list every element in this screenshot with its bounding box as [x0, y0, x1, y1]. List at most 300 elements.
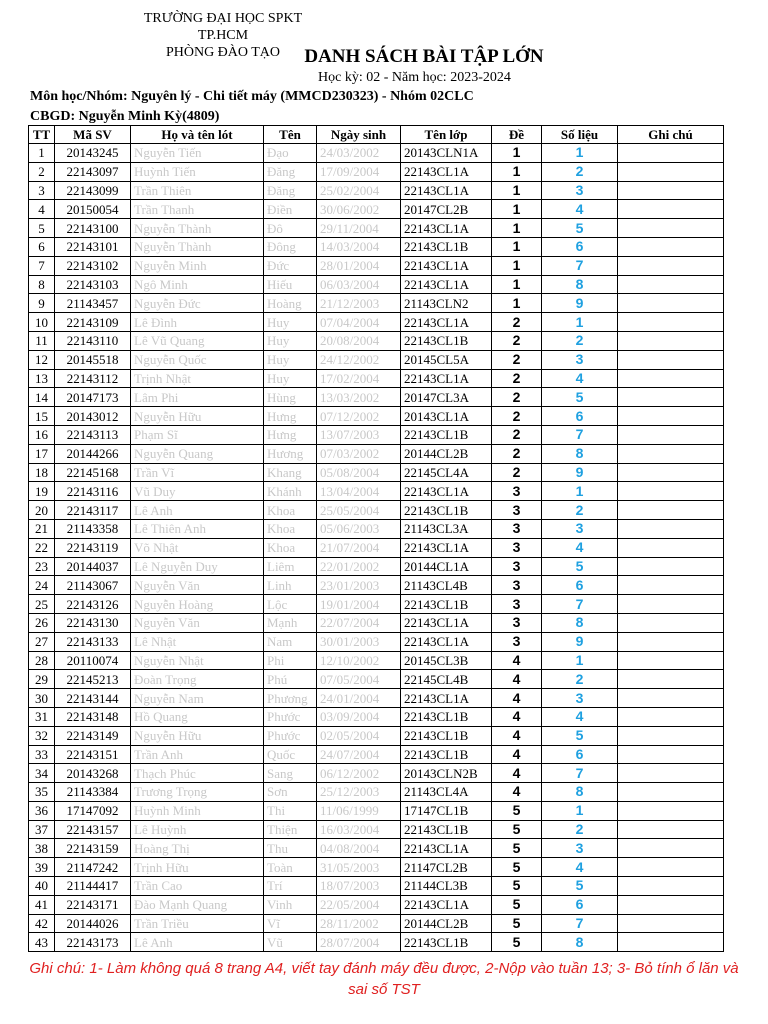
first-name: Đăng [264, 181, 317, 200]
topic-number: 2 [492, 331, 542, 350]
data-set-number: 1 [542, 801, 618, 820]
data-set-number: 7 [542, 914, 618, 933]
data-set-number: 6 [542, 576, 618, 595]
last-middle-name: Lê Anh [131, 501, 264, 520]
note-cell [618, 144, 724, 163]
class-name: 17147CL1B [401, 801, 492, 820]
row-number: 8 [29, 275, 55, 294]
row-number: 40 [29, 877, 55, 896]
table-row [29, 407, 724, 426]
student-id: 20145518 [55, 350, 131, 369]
class-name: 21144CL3B [401, 877, 492, 896]
data-set-number: 5 [542, 726, 618, 745]
class-name: 20144CL2B [401, 914, 492, 933]
row-number: 3 [29, 181, 55, 200]
table-row [29, 237, 724, 256]
first-name: Hiếu [264, 275, 317, 294]
student-id: 20150054 [55, 200, 131, 219]
note-cell [618, 576, 724, 595]
table-header-row [29, 126, 724, 144]
data-set-number: 8 [542, 275, 618, 294]
class-name: 22143CL1B [401, 726, 492, 745]
student-id: 20143012 [55, 407, 131, 426]
class-name: 20143CLN1A [401, 144, 492, 163]
class-name: 22143CL1B [401, 501, 492, 520]
class-name: 20147CL3A [401, 388, 492, 407]
last-middle-name: Nguyễn Hữu [131, 407, 264, 426]
student-id: 22143109 [55, 313, 131, 332]
note-cell [618, 519, 724, 538]
first-name: Hùng [264, 388, 317, 407]
table-row [29, 595, 724, 614]
topic-number: 1 [492, 256, 542, 275]
last-middle-name: Nguyễn Hữu [131, 726, 264, 745]
topic-number: 2 [492, 444, 542, 463]
last-middle-name: Lê Nhật [131, 632, 264, 651]
first-name: Phước [264, 707, 317, 726]
class-name: 20144CL2B [401, 444, 492, 463]
row-number: 35 [29, 783, 55, 802]
document-title-row [0, 46, 768, 68]
row-number: 34 [29, 764, 55, 783]
birth-date: 31/05/2003 [317, 858, 401, 877]
student-id: 20110074 [55, 651, 131, 670]
last-middle-name: Nguyễn Nam [131, 689, 264, 708]
class-name: 22143CL1A [401, 219, 492, 238]
data-set-number: 5 [542, 877, 618, 896]
student-id: 21147242 [55, 858, 131, 877]
table-row [29, 350, 724, 369]
row-number: 32 [29, 726, 55, 745]
table-row [29, 219, 724, 238]
birth-date: 24/07/2004 [317, 745, 401, 764]
birth-date: 30/01/2003 [317, 632, 401, 651]
table-row [29, 388, 724, 407]
course-info: Môn học/Nhóm: Nguyên lý - Chi tiết máy (MMCD230323) - Nhóm 02CLC [30, 89, 474, 104]
row-number: 1 [29, 144, 55, 163]
data-set-number: 4 [542, 538, 618, 557]
topic-number: 2 [492, 463, 542, 482]
last-middle-name: Trần Vĩ [131, 463, 264, 482]
topic-number: 4 [492, 783, 542, 802]
first-name: Đức [264, 256, 317, 275]
student-id: 22143097 [55, 162, 131, 181]
last-middle-name: Lê Vũ Quang [131, 331, 264, 350]
first-name: Vũ [264, 933, 317, 952]
topic-number: 5 [492, 914, 542, 933]
table-row [29, 895, 724, 914]
first-name: Mạnh [264, 613, 317, 632]
student-id: 22145168 [55, 463, 131, 482]
col-topic-header: Đề [492, 126, 542, 144]
row-number: 26 [29, 613, 55, 632]
col-class-header: Tên lớp [401, 126, 492, 144]
last-middle-name: Trương Trọng [131, 783, 264, 802]
student-id: 21144417 [55, 877, 131, 896]
class-name: 21143CL4A [401, 783, 492, 802]
birth-date: 14/03/2004 [317, 237, 401, 256]
student-id: 21143384 [55, 783, 131, 802]
first-name: Đô [264, 219, 317, 238]
table-row [29, 425, 724, 444]
note-cell [618, 877, 724, 896]
first-name: Nam [264, 632, 317, 651]
table-row [29, 331, 724, 350]
class-name: 22143CL1B [401, 933, 492, 952]
table-row [29, 501, 724, 520]
note-cell [618, 256, 724, 275]
table-row [29, 557, 724, 576]
data-set-number: 9 [542, 463, 618, 482]
first-name: Đông [264, 237, 317, 256]
first-name: Điền [264, 200, 317, 219]
birth-date: 12/10/2002 [317, 651, 401, 670]
row-number: 24 [29, 576, 55, 595]
row-number: 16 [29, 425, 55, 444]
data-set-number: 8 [542, 613, 618, 632]
row-number: 30 [29, 689, 55, 708]
birth-date: 13/04/2004 [317, 482, 401, 501]
birth-date: 06/12/2002 [317, 764, 401, 783]
student-id: 22143126 [55, 595, 131, 614]
first-name: Huy [264, 331, 317, 350]
first-name: Phương [264, 689, 317, 708]
student-id: 22145213 [55, 670, 131, 689]
note-cell [618, 613, 724, 632]
birth-date: 17/02/2004 [317, 369, 401, 388]
first-name: Sơn [264, 783, 317, 802]
last-middle-name: Trần Anh [131, 745, 264, 764]
topic-number: 2 [492, 407, 542, 426]
first-name: Linh [264, 576, 317, 595]
col-student-id-header: Mã SV [55, 126, 131, 144]
data-set-number: 8 [542, 783, 618, 802]
data-set-number: 7 [542, 256, 618, 275]
data-set-number: 8 [542, 444, 618, 463]
student-id: 22143148 [55, 707, 131, 726]
student-id: 20143245 [55, 144, 131, 163]
birth-date: 11/06/1999 [317, 801, 401, 820]
class-name: 22143CL1A [401, 632, 492, 651]
data-set-number: 2 [542, 331, 618, 350]
birth-date: 28/07/2004 [317, 933, 401, 952]
note-cell [618, 482, 724, 501]
birth-date: 04/08/2004 [317, 839, 401, 858]
first-name: Trí [264, 877, 317, 896]
first-name: Khoa [264, 519, 317, 538]
last-middle-name: Nguyễn Thành [131, 237, 264, 256]
class-name: 22143CL1A [401, 369, 492, 388]
row-number: 4 [29, 200, 55, 219]
birth-date: 24/03/2002 [317, 144, 401, 163]
data-set-number: 7 [542, 595, 618, 614]
data-set-number: 1 [542, 651, 618, 670]
class-name: 22143CL1A [401, 839, 492, 858]
last-middle-name: Nguyễn Hoàng [131, 595, 264, 614]
topic-number: 1 [492, 144, 542, 163]
col-birth-date-header: Ngày sinh [317, 126, 401, 144]
row-number: 23 [29, 557, 55, 576]
note-cell [618, 801, 724, 820]
class-name: 22143CL1A [401, 689, 492, 708]
topic-number: 4 [492, 651, 542, 670]
table-row [29, 632, 724, 651]
first-name: Khoa [264, 538, 317, 557]
row-number: 37 [29, 820, 55, 839]
row-number: 42 [29, 914, 55, 933]
note-cell [618, 632, 724, 651]
table-row [29, 181, 724, 200]
table-row [29, 256, 724, 275]
row-number: 28 [29, 651, 55, 670]
last-middle-name: Võ Nhật [131, 538, 264, 557]
table-row [29, 783, 724, 802]
last-middle-name: Phạm Sĩ [131, 425, 264, 444]
data-set-number: 3 [542, 689, 618, 708]
topic-number: 3 [492, 557, 542, 576]
first-name: Thiện [264, 820, 317, 839]
topic-number: 1 [492, 162, 542, 181]
note-cell [618, 651, 724, 670]
data-set-number: 2 [542, 162, 618, 181]
topic-number: 2 [492, 313, 542, 332]
class-name: 22145CL4A [401, 463, 492, 482]
first-name: Vĩ [264, 914, 317, 933]
row-number: 20 [29, 501, 55, 520]
note-cell [618, 914, 724, 933]
row-number: 15 [29, 407, 55, 426]
last-middle-name: Trần Thiên [131, 181, 264, 200]
last-middle-name: Trần Cao [131, 877, 264, 896]
first-name: Vinh [264, 895, 317, 914]
birth-date: 07/04/2004 [317, 313, 401, 332]
last-middle-name: Lê Thiên Anh [131, 519, 264, 538]
class-name: 22143CL1A [401, 275, 492, 294]
topic-number: 3 [492, 595, 542, 614]
row-number: 27 [29, 632, 55, 651]
data-set-number: 6 [542, 237, 618, 256]
teacher-info: CBGD: Nguyễn Minh Kỳ(4809) [30, 109, 220, 124]
birth-date: 24/12/2002 [317, 350, 401, 369]
birth-date: 03/09/2004 [317, 707, 401, 726]
last-middle-name: Huỳnh Tiến [131, 162, 264, 181]
first-name: Liêm [264, 557, 317, 576]
topic-number: 3 [492, 576, 542, 595]
birth-date: 06/03/2004 [317, 275, 401, 294]
last-middle-name: Nguyễn Tiến [131, 144, 264, 163]
class-name: 21143CL4B [401, 576, 492, 595]
class-name: 20143CL1A [401, 407, 492, 426]
class-name: 20144CL1A [401, 557, 492, 576]
last-middle-name: Nguyễn Văn [131, 613, 264, 632]
topic-number: 3 [492, 632, 542, 651]
school-name: TRƯỜNG ĐẠI HỌC SPKT TP.HCM [143, 11, 303, 43]
topic-number: 5 [492, 933, 542, 952]
topic-number: 3 [492, 501, 542, 520]
topic-number: 1 [492, 181, 542, 200]
topic-number: 4 [492, 726, 542, 745]
class-name: 21143CL3A [401, 519, 492, 538]
topic-number: 4 [492, 670, 542, 689]
class-name: 22143CL1B [401, 331, 492, 350]
row-number: 13 [29, 369, 55, 388]
topic-number: 2 [492, 350, 542, 369]
student-id: 22143119 [55, 538, 131, 557]
class-name: 20145CL3B [401, 651, 492, 670]
row-number: 10 [29, 313, 55, 332]
student-id: 17147092 [55, 801, 131, 820]
table-row [29, 933, 724, 952]
first-name: Huy [264, 350, 317, 369]
document-title: DANH SÁCH BÀI TẬP LỚN [304, 46, 544, 67]
first-name: Huy [264, 313, 317, 332]
data-set-number: 3 [542, 350, 618, 369]
row-number: 22 [29, 538, 55, 557]
birth-date: 24/01/2004 [317, 689, 401, 708]
data-set-number: 7 [542, 425, 618, 444]
birth-date: 25/05/2004 [317, 501, 401, 520]
note-cell [618, 200, 724, 219]
note-cell [618, 463, 724, 482]
class-name: 22143CL1A [401, 256, 492, 275]
topic-number: 4 [492, 745, 542, 764]
birth-date: 29/11/2004 [317, 219, 401, 238]
data-set-number: 2 [542, 501, 618, 520]
data-set-number: 4 [542, 200, 618, 219]
first-name: Hoàng [264, 294, 317, 313]
topic-number: 4 [492, 689, 542, 708]
first-name: Phước [264, 726, 317, 745]
topic-number: 4 [492, 707, 542, 726]
note-cell [618, 162, 724, 181]
class-name: 20147CL2B [401, 200, 492, 219]
topic-number: 3 [492, 519, 542, 538]
student-id: 21143358 [55, 519, 131, 538]
row-number: 43 [29, 933, 55, 952]
row-number: 12 [29, 350, 55, 369]
birth-date: 25/02/2004 [317, 181, 401, 200]
birth-date: 21/12/2003 [317, 294, 401, 313]
table-row [29, 820, 724, 839]
table-row [29, 294, 724, 313]
birth-date: 23/01/2003 [317, 576, 401, 595]
note-cell [618, 895, 724, 914]
first-name: Thi [264, 801, 317, 820]
note-cell [618, 219, 724, 238]
note-cell [618, 294, 724, 313]
data-set-number: 1 [542, 482, 618, 501]
row-number: 6 [29, 237, 55, 256]
birth-date: 22/05/2004 [317, 895, 401, 914]
topic-number: 5 [492, 801, 542, 820]
student-id: 22143116 [55, 482, 131, 501]
row-number: 5 [29, 219, 55, 238]
last-middle-name: Trần Thanh [131, 200, 264, 219]
class-name: 21147CL2B [401, 858, 492, 877]
table-row [29, 538, 724, 557]
birth-date: 20/08/2004 [317, 331, 401, 350]
first-name: Huy [264, 369, 317, 388]
data-set-number: 6 [542, 895, 618, 914]
note-cell [618, 313, 724, 332]
note-cell [618, 933, 724, 952]
student-id: 22143112 [55, 369, 131, 388]
birth-date: 16/03/2004 [317, 820, 401, 839]
col-note-header: Ghi chú [618, 126, 724, 144]
first-name: Khang [264, 463, 317, 482]
table-row [29, 707, 724, 726]
class-name: 21143CLN2 [401, 294, 492, 313]
first-name: Quốc [264, 745, 317, 764]
student-id: 22143099 [55, 181, 131, 200]
table-row [29, 801, 724, 820]
last-middle-name: Hồ Quang [131, 707, 264, 726]
semester-info: Học kỳ: 02 - Năm học: 2023-2024 [318, 70, 511, 85]
birth-date: 13/07/2003 [317, 425, 401, 444]
data-set-number: 1 [542, 313, 618, 332]
birth-date: 28/01/2004 [317, 256, 401, 275]
birth-date: 05/06/2003 [317, 519, 401, 538]
class-name: 20143CLN2B [401, 764, 492, 783]
col-tt-header: TT [29, 126, 55, 144]
last-middle-name: Đào Mạnh Quang [131, 895, 264, 914]
birth-date: 17/09/2004 [317, 162, 401, 181]
topic-number: 2 [492, 388, 542, 407]
last-middle-name: Lê Nguyễn Duy [131, 557, 264, 576]
note-cell [618, 839, 724, 858]
row-number: 14 [29, 388, 55, 407]
topic-number: 4 [492, 764, 542, 783]
note-cell [618, 670, 724, 689]
student-id: 20143268 [55, 764, 131, 783]
student-id: 22143110 [55, 331, 131, 350]
last-middle-name: Nguyễn Văn [131, 576, 264, 595]
data-set-number: 2 [542, 670, 618, 689]
note-cell [618, 407, 724, 426]
student-id: 22143102 [55, 256, 131, 275]
table-row [29, 726, 724, 745]
class-name: 22143CL1B [401, 595, 492, 614]
note-cell [618, 181, 724, 200]
last-middle-name: Hoàng Thị [131, 839, 264, 858]
note-cell [618, 331, 724, 350]
note-cell [618, 444, 724, 463]
data-set-number: 9 [542, 632, 618, 651]
table-row [29, 482, 724, 501]
data-set-number: 2 [542, 820, 618, 839]
table-row [29, 877, 724, 896]
data-set-number: 8 [542, 933, 618, 952]
student-id: 22143100 [55, 219, 131, 238]
birth-date: 13/03/2002 [317, 388, 401, 407]
last-middle-name: Lê Huỳnh [131, 820, 264, 839]
last-middle-name: Đoàn Trọng [131, 670, 264, 689]
topic-number: 3 [492, 538, 542, 557]
table-row [29, 200, 724, 219]
first-name: Khoa [264, 501, 317, 520]
topic-number: 1 [492, 294, 542, 313]
student-id: 22143130 [55, 613, 131, 632]
birth-date: 02/05/2004 [317, 726, 401, 745]
row-number: 9 [29, 294, 55, 313]
data-set-number: 4 [542, 707, 618, 726]
note-cell [618, 388, 724, 407]
topic-number: 5 [492, 820, 542, 839]
first-name: Phi [264, 651, 317, 670]
class-name: 22143CL1A [401, 482, 492, 501]
student-id: 22143171 [55, 895, 131, 914]
last-middle-name: Trần Triều [131, 914, 264, 933]
